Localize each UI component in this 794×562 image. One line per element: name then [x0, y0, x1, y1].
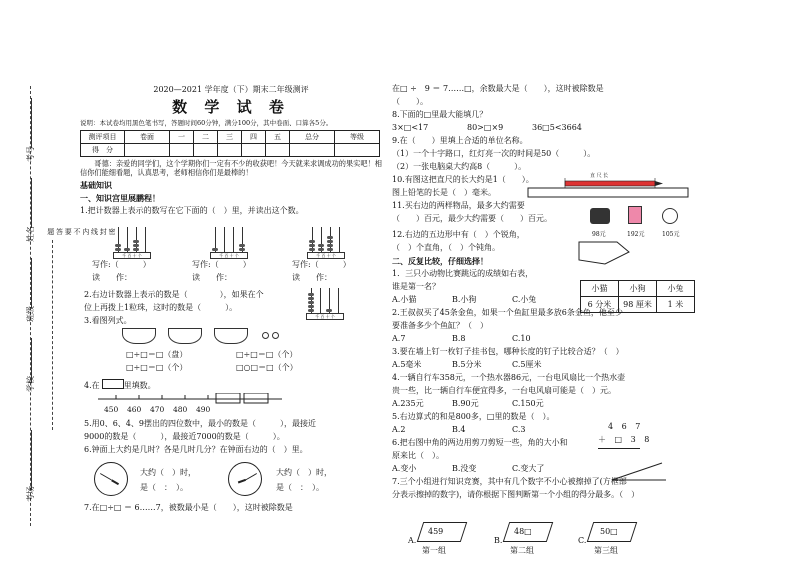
- score-col-3: 三: [218, 130, 242, 143]
- score-col-grade: 等级: [335, 130, 380, 143]
- blank-exam-room[interactable]: [31, 430, 32, 490]
- blank-exam-number[interactable]: [31, 98, 32, 148]
- question-8: 8.下面的□里最大能填几？: [392, 110, 488, 119]
- score-col-2: 二: [194, 130, 218, 143]
- group-1-score: 459: [428, 527, 444, 536]
- group-3-score: 50□: [600, 527, 618, 536]
- choice-1-b[interactable]: B.小狗: [452, 295, 477, 304]
- choice-1-a[interactable]: A.小猫: [392, 295, 417, 304]
- choice-3-b[interactable]: B.5分米: [452, 360, 482, 369]
- group-3-label: 第三组: [594, 546, 618, 555]
- score-cell[interactable]: [290, 143, 335, 156]
- score-col-4: 四: [242, 130, 266, 143]
- section-1-title: 一、知识宫里展鹏程！: [80, 192, 160, 203]
- choice-2-c[interactable]: C.10: [512, 334, 531, 343]
- question-12: 12.右边的五边形中有（ ）个锐角，: [392, 230, 525, 239]
- question-2: 2.右边计数器上表示的数是（ ），如果在个 位上再拨上1粒珠，这时的数是（ ）。 3.看图列式。: [84, 290, 264, 325]
- question-10-b: 图上铅笔的长是（ ）毫米。: [392, 188, 496, 197]
- choice-6-b[interactable]: B.没变: [452, 464, 477, 473]
- choice-5-b[interactable]: B.4: [452, 425, 466, 434]
- q1-read-3[interactable]: 读 作：: [292, 273, 332, 282]
- q1-answers: [92, 260, 392, 283]
- question-4: 4.在 里填数。: [84, 381, 156, 390]
- q9-part2[interactable]: （2）一张电脑桌大约高8（ ）。: [392, 162, 527, 171]
- fruit-dish-1: [122, 328, 156, 344]
- price-2: 192元: [627, 231, 645, 238]
- group-2-label: 第二组: [510, 546, 534, 555]
- group-2-score: 48□: [514, 527, 532, 536]
- q6-clock2-about[interactable]: 大约（ ）时，: [276, 468, 332, 477]
- score-col-neat: 卷面: [125, 130, 170, 143]
- blank-school[interactable]: [31, 338, 32, 383]
- choice-5: 5.右边算式的和是800多，□里的数是（ ）。: [392, 412, 555, 421]
- choice-1-c[interactable]: C.小兔: [512, 295, 537, 304]
- ruler-figure: [525, 178, 693, 200]
- choice-4-a[interactable]: A.235元: [392, 399, 424, 408]
- q8-a[interactable]: 3×□<17: [392, 123, 429, 132]
- blank-name[interactable]: [31, 178, 32, 228]
- q3-eq-3[interactable]: □÷□＝□（个）: [126, 363, 188, 372]
- q6-clock2-exact[interactable]: 是（ ： ）。: [276, 483, 324, 492]
- question-5: 5.用0、6、4、9摆出的四位数中，最小的数是（ ），最接近 9000的数是（ ），最接近7000的数是（ ）。 6.钟面上大约是几时？各是几时几分？在钟面右边的（ ）里。: [84, 416, 384, 455]
- abacus-4: 千 百 十 个: [306, 286, 344, 320]
- choice-3-a[interactable]: A.5毫米: [392, 360, 422, 369]
- q1-write-2[interactable]: 写作:（ ）: [192, 260, 251, 269]
- exam-header: 2020—2021 学年度（下）期末二年级测评: [153, 85, 309, 94]
- addition-line-2: ＋ □ 3 8: [598, 435, 653, 444]
- question-11-b: （ ）百元，最少大约需要（ ）百元。: [392, 214, 552, 223]
- label-school: 学校: [26, 376, 35, 392]
- price-1: 98元: [592, 231, 606, 238]
- addition-line-1: 4 6 7: [608, 422, 644, 431]
- score-cell[interactable]: [218, 143, 242, 156]
- score-col-1: 一: [170, 130, 194, 143]
- q3-eq-2[interactable]: □÷□＝□（个）: [236, 350, 298, 359]
- q8-b[interactable]: 80>□×9: [467, 123, 504, 132]
- question-1: 1.把计数器上表示的数写在它下面的（ ）里，并读出这个数。: [80, 205, 304, 215]
- abacus-3: 千 百 十 个: [307, 225, 345, 259]
- score-col-item: 测评项目: [81, 130, 125, 143]
- seal-line-text: 密 封 线 内 不 要 答 题: [46, 228, 116, 239]
- binding-line-inner: [52, 240, 53, 430]
- q3-eq-4[interactable]: □○□＝□（个）: [236, 363, 298, 372]
- score-cell[interactable]: [242, 143, 266, 156]
- addition-rule: [598, 448, 640, 449]
- choice-2: 2.王叔叔买了45条金鱼，如果一个鱼缸里最多放6条金鱼，他至少: [392, 308, 623, 317]
- q1-read-2[interactable]: 读 作：: [192, 273, 232, 282]
- q1-write-3[interactable]: 写作:（ ）: [292, 260, 351, 269]
- question-10: 10.有图这把直尺的长大约是1（ ）。: [392, 175, 534, 184]
- number-line: [96, 393, 286, 415]
- q3-equations: [126, 350, 346, 373]
- question-7: 7.在□÷□ ＝ 6……7，被数最小是（ ），这时被除数是: [84, 503, 293, 512]
- option-c[interactable]: C.: [578, 536, 587, 545]
- score-cell[interactable]: [266, 143, 290, 156]
- choice-5-c[interactable]: C.3: [512, 425, 526, 434]
- q1-write-1[interactable]: 写作:（ ）: [92, 260, 151, 269]
- abacus-2: 千 百 十 个: [210, 225, 248, 259]
- apple-icon: [262, 332, 269, 339]
- encouragement-text: 哥德：亲爱的同学们，这个学期你们一定有不少的收获吧！今天就来求调成功的果实吧！相信你们能细看题，认真思考，老师相信你们是最棒的！: [80, 158, 382, 177]
- blank-class[interactable]: [31, 258, 32, 308]
- label-name: 姓名: [26, 226, 35, 242]
- pentagon-figure: [575, 238, 633, 268]
- score-cell[interactable]: [125, 143, 170, 156]
- choice-1: 1．三只小动物比赛跳远的成绩如右表，: [392, 269, 534, 278]
- left-column: [80, 0, 382, 216]
- fruit-dish-3: [214, 328, 248, 344]
- choice-6: 6.把右图中角的两边用剪刀剪短一些，角的大小和: [392, 438, 568, 447]
- q6-clock1-about[interactable]: 大约（ ）时，: [140, 468, 196, 477]
- choice-4: 4.一辆自行车358元，一个热水器86元，一台电风扇比一个热水壶: [392, 373, 626, 382]
- question-3: 3.看图列式。: [84, 316, 132, 325]
- score-row-label: 得 分: [81, 143, 125, 156]
- group-1-label: 第一组: [422, 546, 446, 555]
- ruler-length-label: 直 尺 长: [590, 173, 609, 179]
- fruit-dish-2: [168, 328, 202, 344]
- q4-box[interactable]: [102, 379, 124, 389]
- choice-2-b[interactable]: B.8: [452, 334, 466, 343]
- exam-title: 数 学 试 卷: [172, 98, 290, 116]
- shoe-icon: [590, 208, 610, 224]
- option-a[interactable]: A.: [408, 536, 417, 545]
- choice-6-c[interactable]: C.变大了: [512, 464, 545, 473]
- question-12-b: （ ）个直角，（ ）个钝角。: [392, 243, 500, 252]
- score-col-total: 总分: [290, 130, 335, 143]
- question-9: 9.在（ ）里填上合适的单位名称。: [392, 136, 528, 145]
- label-exam-room: 考场: [26, 486, 35, 502]
- score-cell[interactable]: [194, 143, 218, 156]
- q3-eq-1[interactable]: □÷□＝□（盘）: [126, 350, 188, 359]
- choice-4-b[interactable]: B.90元: [452, 399, 479, 408]
- jump-results-table: 小猫 小狗 小兔 6 分米 98 厘米 1 米: [580, 280, 695, 313]
- label-class: 班级: [26, 306, 35, 322]
- choice-3: 3.要在墙上钉一枚钉子挂书包，哪种长度的钉子比较合适？（ ）: [392, 347, 624, 356]
- question-11: 11.买右边的两样物品，最多大约需要: [392, 201, 525, 210]
- q9-part1[interactable]: （1）一个十字路口，红灯亮一次的时间是50（ ）。: [392, 149, 596, 158]
- choice-7: 7.三个小组进行知识竞赛，其中有几个数字不小心被擦掉了(方框部: [392, 477, 627, 486]
- q8-c[interactable]: 36□5<3664: [532, 123, 582, 132]
- clock-1: [94, 462, 128, 496]
- section-2-title: 二、反复比较，仔细选择！: [392, 256, 488, 266]
- choice-4-c[interactable]: C.150元: [512, 399, 544, 408]
- clock-2: [228, 462, 262, 496]
- score-table: [80, 130, 380, 157]
- bag-icon: [628, 206, 642, 224]
- score-cell[interactable]: [335, 143, 380, 156]
- question-6: 6.钟面上大约是几时？各是几时几分？在钟面右边的（ ）里。: [84, 445, 308, 454]
- right-top-line: 在□ ÷ 9 ＝ 7……□，余数最大是（ ），这时被除数是: [392, 84, 604, 93]
- exam-instructions: 说明：本试卷均用黑色笔书写，答题时间60分钟，满分100分，其中卷面、口算各5分。: [80, 118, 333, 127]
- choice-2-a[interactable]: A.7: [392, 334, 406, 343]
- ball-icon: [662, 208, 678, 224]
- score-col-5: 五: [266, 130, 290, 143]
- price-3: 105元: [662, 231, 680, 238]
- score-cell[interactable]: [170, 143, 194, 156]
- choice-6-a[interactable]: A.变小: [392, 464, 417, 473]
- q6-clock1-exact[interactable]: 是（ ： ）。: [140, 483, 188, 492]
- section-basics: 基础知识: [80, 179, 112, 190]
- angle-figure: [610, 460, 670, 484]
- choice-3-c[interactable]: C.5厘米: [512, 360, 542, 369]
- right-column: 在□ ÷ 9 ＝ 7……□，余数最大是（ ），这时被除数是 （ ）。 8.下面的□里最大能填几？ 3×□<17 80>□×9 36□5<3664 9.在（ ）里填上合适的单位名称。 （1）一个十字路口，红灯亮一次的时间是50（ ）。 （2）一张电脑桌大约高8（ ）。 10.有图这把直尺的长大约是1（ ）。 图上铅笔的长是（ ）毫米。 11.买右边的两样物品，最多大约需要 （ ）百元，最少大约需要（ ）百元。 12.右边的五边形中有（ ）个锐角， （ ）个直角，（ ）个钝角。 二、反复比较，仔细选择！ 1．三只小动物比赛跳远的成绩如右表， 谁是第一名？ A.小猫 B.小狗 C.小兔 2.王叔叔买了45条金鱼，如果一个鱼缸里最多放6条金鱼，他至少 要准备多少个鱼缸？（ ） A.7 B.8 C.10 3.要在墙上钉一枚钉子挂书包，哪种长度的钉子比较合适？（ ） A.5毫米 B.5分米 C.5厘米 4.一辆自行车358元，一个热水器86元，一台电风扇比一个热水壶 贵一些，比一辆自行车便宜得多，一台电风扇可能是（ ）元。 A.235元 B.90元 C.150元 5.右边算式的和是800多，□里的数是（ ）。 A.2 B.4 C.3 6.把右图中角的两边用剪刀剪短一些，角的大小和 原来比（ ）。 A.变小 B.没变 C.变大了 7.三个小组进行知识竞赛，其中有几个数字不小心被擦掉了(方框部 分表示擦掉的数字)，请你根据下图判断第一个小组的得分最多。（ ）: [392, 84, 692, 500]
- apple-icon: [272, 332, 279, 339]
- label-exam-number: 考号: [26, 146, 35, 162]
- abacus-1: 千 百 十 个: [113, 225, 151, 259]
- choice-5-a[interactable]: A.2: [392, 425, 406, 434]
- option-b[interactable]: B.: [494, 536, 503, 545]
- q1-read-1[interactable]: 读 作：: [92, 273, 132, 282]
